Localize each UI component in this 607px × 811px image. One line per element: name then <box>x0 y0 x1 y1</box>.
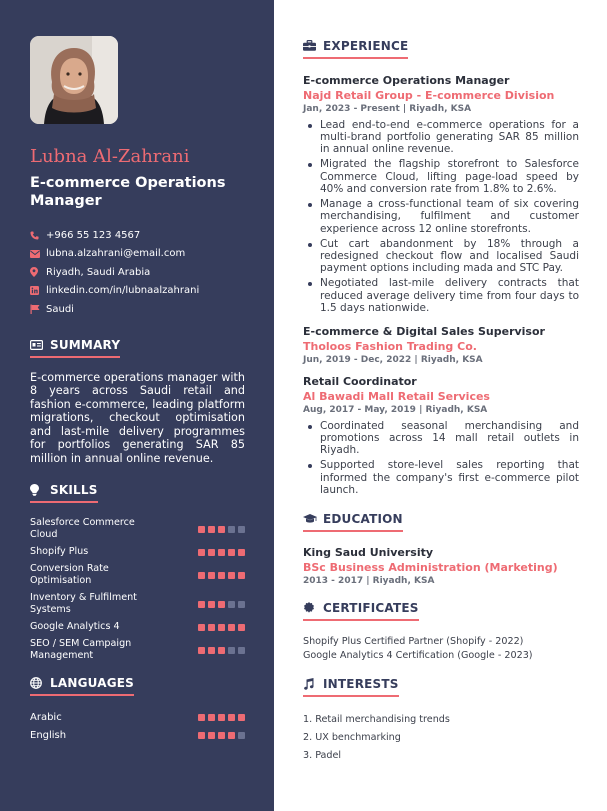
certificate-item: Shopify Plus Certified Partner (Shopify - 2022) <box>303 635 524 647</box>
lightbulb-icon <box>30 484 50 496</box>
skills-section <box>30 483 245 662</box>
rating-dot-filled <box>218 714 225 721</box>
rating-dot-filled <box>198 624 205 631</box>
rating-dot-filled <box>238 572 245 579</box>
contact-nationality <box>30 300 245 319</box>
briefcase-icon <box>303 40 323 51</box>
badge-icon <box>303 602 323 614</box>
rating-dot-filled <box>218 624 225 631</box>
contact-list <box>30 226 245 319</box>
rating-dots <box>198 526 245 533</box>
skill-row <box>30 621 245 633</box>
rating-dot-filled <box>238 714 245 721</box>
rating-dot-filled <box>208 572 215 579</box>
summary-section <box>30 337 245 466</box>
profile-photo <box>30 36 118 124</box>
rating-dot-empty <box>238 526 245 533</box>
interests-section <box>303 677 579 765</box>
job-bullet: Supported store-level sales reporting that informed the company's first e-commerce pilot launch. <box>303 459 579 496</box>
rating-dots <box>198 572 245 579</box>
rating-dot-filled <box>218 526 225 533</box>
languages-section <box>30 676 245 744</box>
job-bullet: Negotiated last-mile delivery contracts that reduced average delivery time from four days to 1.5 days nationwide. <box>303 277 579 314</box>
rating-dots <box>198 732 245 739</box>
rating-dot-filled <box>218 647 225 654</box>
job-bullet: Lead end-to-end e-commerce operations for a multi-brand portfolio generating SAR 85 million in annual online revenue. <box>303 119 579 156</box>
candidate-name: Lubna Al-Zahrani <box>30 146 190 167</box>
contact-text[interactable]: +966 55 123 4567 <box>46 229 141 241</box>
rating-dot-filled <box>198 549 205 556</box>
rating-dot-filled <box>208 732 215 739</box>
globe-icon <box>30 677 50 689</box>
avatar-illustration <box>30 36 118 124</box>
languages-heading: LANGUAGES <box>30 676 134 696</box>
rating-dots <box>198 624 245 631</box>
flag-icon <box>30 304 46 314</box>
main-content <box>274 0 607 811</box>
job-entry <box>303 325 579 365</box>
rating-dot-filled <box>198 647 205 654</box>
rating-dot-filled <box>208 624 215 631</box>
rating-dot-filled <box>198 601 205 608</box>
rating-dot-filled <box>228 732 235 739</box>
rating-dot-filled <box>208 549 215 556</box>
education-heading: EDUCATION <box>303 512 403 532</box>
contact-text: Saudi <box>46 303 74 315</box>
phone-icon <box>30 231 46 240</box>
rating-dot-filled <box>198 714 205 721</box>
job-bullets <box>303 119 579 315</box>
language-row <box>30 708 245 726</box>
rating-dot-filled <box>218 732 225 739</box>
rating-dot-filled <box>198 732 205 739</box>
languages-list <box>30 708 245 744</box>
rating-dots <box>198 714 245 721</box>
contact-text[interactable]: lubna.alzahrani@email.com <box>46 248 186 260</box>
skill-row-name: Salesforce Commerce Cloud <box>30 517 135 540</box>
language-row-name: Arabic <box>30 711 62 723</box>
skill-row <box>30 546 245 558</box>
rating-dot-filled <box>228 714 235 721</box>
rating-dot-filled <box>238 549 245 556</box>
rating-dot-filled <box>228 549 235 556</box>
job-entry <box>303 375 579 497</box>
job-bullets <box>303 420 579 497</box>
id-card-icon <box>30 340 50 350</box>
certificates-heading: CERTIFICATES <box>303 601 419 621</box>
summary-text: E-commerce operations manager with 8 years across Saudi retail and fashion e-commerce, leading platform migrations, checkout optimisation and last-mile delivery programmes for portfolios generating SAR 85 million in annual online revenue. <box>30 370 245 465</box>
skills-heading: SKILLS <box>30 483 98 503</box>
job-entry <box>303 74 579 315</box>
interest-item: 1. Retail merchandising trends <box>303 713 450 725</box>
skill-row <box>30 563 245 587</box>
job-bullet: Manage a cross-functional team of six covering merchandising, fulfilment and customer experience across 12 online storefronts. <box>303 198 579 235</box>
skill-row-name: Shopify Plus <box>30 546 89 557</box>
contact-text: Riyadh, Saudi Arabia <box>46 266 151 278</box>
rating-dot-filled <box>208 647 215 654</box>
rating-dot-filled <box>198 572 205 579</box>
sidebar <box>0 0 274 811</box>
contact-text[interactable]: linkedin.com/in/lubnaalzahrani <box>46 285 200 297</box>
rating-dot-filled <box>218 549 225 556</box>
job-company: Najd Retail Group - E-commerce Division <box>303 88 555 102</box>
rating-dot-filled <box>228 624 235 631</box>
job-meta: Aug, 2017 - May, 2019 | Riyadh, KSA <box>303 404 488 415</box>
contact-email <box>30 245 245 264</box>
rating-dot-filled <box>208 526 215 533</box>
education-entry <box>303 546 579 586</box>
skill-row <box>30 517 245 541</box>
education-degree: BSc Business Administration (Marketing) <box>303 560 558 574</box>
rating-dot-filled <box>238 624 245 631</box>
skill-row-name: Inventory & Fulfilment Systems <box>30 592 137 615</box>
job-title: E-commerce & Digital Sales Supervisor <box>303 324 545 338</box>
location-pin-icon <box>30 267 46 277</box>
interest-item: 3. Padel <box>303 749 342 761</box>
experience-section <box>303 38 579 497</box>
skill-row <box>30 592 245 616</box>
job-company: Al Bawadi Mall Retail Services <box>303 389 490 403</box>
certificates-section <box>303 601 579 663</box>
graduation-cap-icon <box>303 514 323 524</box>
skill-row-name: Conversion Rate Optimisation <box>30 563 109 586</box>
rating-dot-filled <box>218 572 225 579</box>
rating-dot-filled <box>208 714 215 721</box>
mail-icon <box>30 250 46 258</box>
interests-heading: INTERESTS <box>303 677 399 697</box>
job-bullet: Coordinated seasonal merchandising and promotions across 14 mall retail outlets in Riyadh. <box>303 420 579 457</box>
summary-heading: SUMMARY <box>30 338 120 358</box>
rating-dot-filled <box>228 572 235 579</box>
rating-dot-filled <box>218 601 225 608</box>
job-bullet: Migrated the flagship storefront to Salesforce Commerce Cloud, lifting page-load speed by 40% and conversion rate from 1.8% to 2.6%. <box>303 158 579 195</box>
certificate-item: Google Analytics 4 Certification (Google - 2023) <box>303 649 533 661</box>
rating-dots <box>198 549 245 556</box>
skill-row <box>30 638 245 662</box>
rating-dot-empty <box>228 526 235 533</box>
interest-item: 2. UX benchmarking <box>303 731 401 743</box>
job-meta: Jan, 2023 - Present | Riyadh, KSA <box>303 103 472 114</box>
education-meta: 2013 - 2017 | Riyadh, KSA <box>303 575 435 586</box>
job-title: Retail Coordinator <box>303 374 417 388</box>
job-bullet: Cut cart abandonment by 18% through a redesigned checkout flow and localised Saudi payment options including mada and STC Pay. <box>303 238 579 275</box>
rating-dot-empty <box>228 647 235 654</box>
rating-dots <box>198 647 245 654</box>
skills-list <box>30 517 245 662</box>
rating-dot-filled <box>198 526 205 533</box>
skill-row-name: Google Analytics 4 <box>30 621 120 632</box>
music-note-icon <box>303 678 323 690</box>
education-school: King Saud University <box>303 545 434 559</box>
contact-phone <box>30 226 245 245</box>
linkedin-icon <box>30 286 46 295</box>
interests-list <box>303 711 579 765</box>
skill-row-name: SEO / SEM Campaign Management <box>30 638 132 661</box>
rating-dot-empty <box>228 601 235 608</box>
contact-location <box>30 263 245 282</box>
rating-dot-empty <box>238 601 245 608</box>
certificates-list <box>303 635 579 663</box>
experience-heading: EXPERIENCE <box>303 39 408 59</box>
rating-dot-empty <box>238 732 245 739</box>
job-company: Tholoos Fashion Trading Co. <box>303 339 477 353</box>
contact-linkedin <box>30 282 245 301</box>
candidate-title: E-commerce Operations Manager <box>30 175 226 209</box>
job-meta: Jun, 2019 - Dec, 2022 | Riyadh, KSA <box>303 354 483 365</box>
rating-dots <box>198 601 245 608</box>
language-row-name: English <box>30 729 67 741</box>
rating-dot-empty <box>238 647 245 654</box>
rating-dot-filled <box>208 601 215 608</box>
job-title: E-commerce Operations Manager <box>303 73 510 87</box>
education-section <box>303 511 579 586</box>
language-row <box>30 726 245 744</box>
